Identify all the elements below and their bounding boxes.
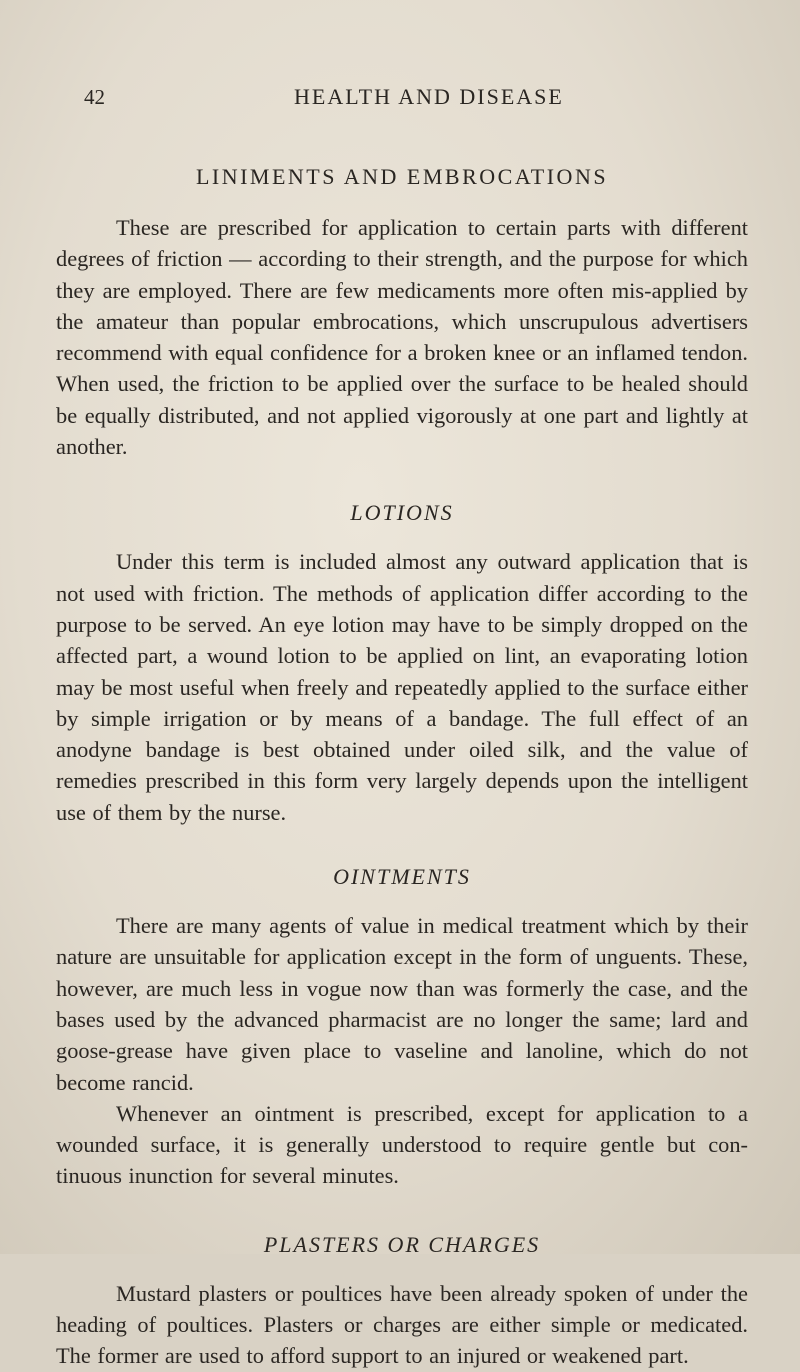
paragraph: These are prescribed for application to certain parts with different degrees of friction — according to their strength, and the purpose for which they are employed. There are few medicaments more often mis-applied by the amateur than popular embrocations, which unscrupulous advertisers recommend with equal confidence for a broken knee or an inflamed tendon. When used, the friction to be applied over the surface to be healed should be equally distributed, and not applied vigorously at one part and lightly at another. [56, 215, 748, 460]
running-title: HEALTH AND DISEASE [294, 84, 564, 109]
section-heading-lotions: LOTIONS [350, 500, 454, 526]
section-plasters [56, 1232, 748, 1372]
paragraph: There are many agents of value in medical treatment which by their nature are unsuitable for application except in the form of unguents. These, however, are much less in vogue now than was formerly the case, and the bases used by the advanced pharmacist are no longer the same; lard and goose-grease have given place to vaseline and lanoline, which do not become rancid. [56, 913, 748, 1095]
paragraph: Mustard plasters or poultices have been already spoken of under the heading of poultices. Plasters or charges are either simple or medicated. The former are used to afford support to an injured or weakened part. [56, 1280, 748, 1369]
section-heading-ointments: OINTMENTS [333, 864, 471, 890]
paragraph: Whenever an ointment is prescribed, except for application to a wounded surface, it is generally understood to require gentle but con-tinuous inunction for several minutes. [56, 1100, 748, 1189]
paragraph: Under this term is included almost any outward application that is not used with friction. The methods of application differ according to the purpose to be served. An eye lotion may have to be simply dropped on the affected part, a wound lotion to be applied on lint, an evaporating lotion may be most useful when freely and repeatedly applied to the surface either by simple irrigation or by means of a bandage. The full effect of an anodyne bandage is best obtained under oiled silk, and the value of remedies prescribed in this form very largely depends upon the intelligent use of them by the nurse. [56, 549, 748, 825]
section-heading-liniments: LINIMENTS AND EMBROCATIONS [195, 164, 609, 189]
page-number: 42 [84, 85, 105, 109]
section-heading-plasters: PLASTERS OR CHARGES [263, 1231, 541, 1257]
section-lotions [56, 500, 748, 828]
running-header [56, 0, 748, 110]
section-liniments [56, 164, 748, 462]
section-ointments [56, 864, 748, 1192]
